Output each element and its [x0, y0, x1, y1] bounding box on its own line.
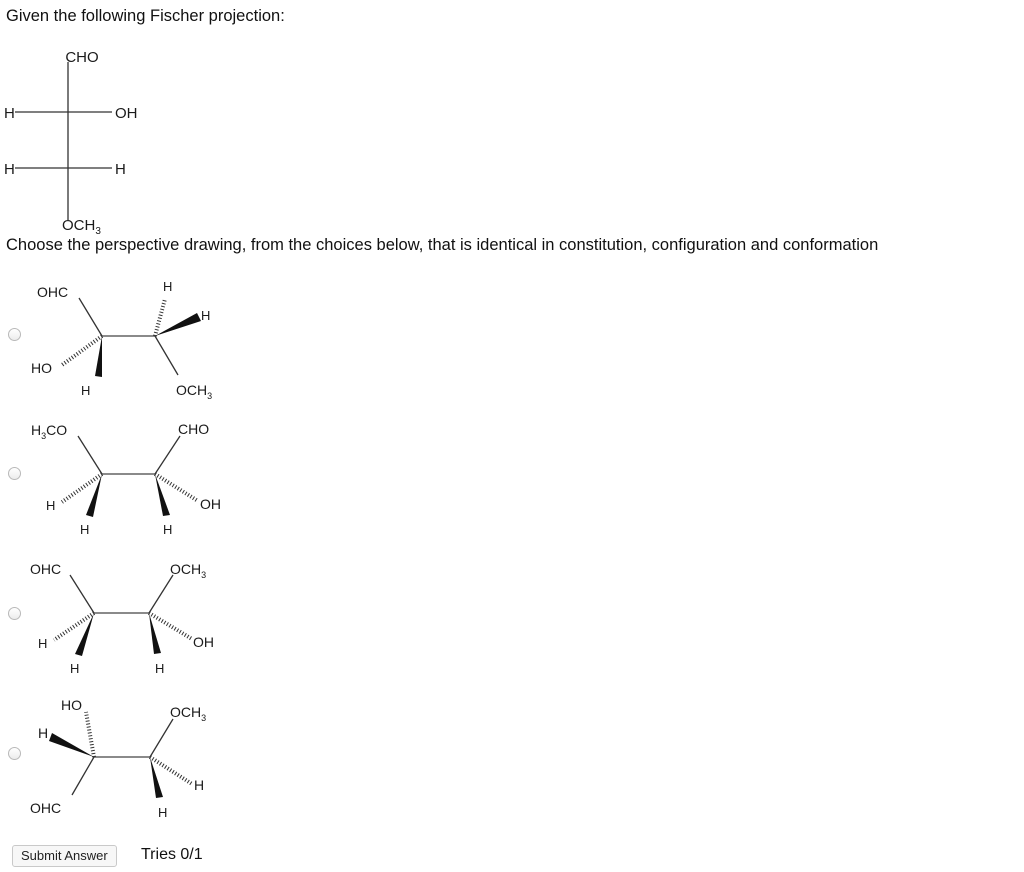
choice-2-right-wedge-label: H	[163, 522, 173, 537]
choice-2-left-hash: H	[46, 498, 56, 513]
question-prompt: Given the following Fischer projection:	[6, 7, 285, 25]
choice-4-left-wedge-label: H	[38, 725, 49, 741]
fischer-bottom-group: $OCH_3$	[62, 217, 101, 237]
choice-1-left-wedge-label: H	[81, 383, 91, 398]
choice-2-left-top: $H_3CO$	[31, 422, 68, 441]
choice-4-drawing	[20, 690, 240, 825]
choice-4-left-wedge	[49, 733, 94, 757]
choice-2-left-wedge-label: H	[80, 522, 90, 537]
fischer-top-group: CHO	[65, 49, 99, 66]
choice-4-right-hash: H	[194, 777, 205, 793]
fischer-row2-right: H	[115, 161, 126, 178]
choice-1-right-wedge	[155, 313, 201, 336]
fischer-row2-left: H	[4, 161, 15, 178]
choice-4-right-wedge-label: H	[158, 805, 168, 820]
choice-4-left-top: HO	[61, 697, 82, 713]
choice-3-right-wedge	[149, 613, 161, 654]
fischer-row1-right: OH	[115, 105, 138, 122]
choice-4-right-top: $OCH_3$	[170, 704, 207, 723]
choice-2-left-wedge	[86, 474, 102, 517]
choice-1-drawing	[20, 272, 240, 407]
choice-1-right-top: H	[163, 279, 173, 294]
choice-1-left-top: OHC	[37, 284, 69, 300]
fischer-row1-left: H	[4, 105, 15, 122]
choice-1-left-hash: HO	[31, 360, 52, 376]
choice-3-right-top: $OCH_3$	[170, 561, 207, 580]
choice-1-right-wedge-label: H	[201, 308, 211, 323]
choice-4-left-bottom: OHC	[30, 800, 62, 816]
choice-3-left-top: OHC	[30, 561, 62, 577]
choice-3-right-hash: OH	[193, 634, 214, 650]
question-instruction: Choose the perspective drawing, from the choices below, that is identical in constitution, configuration and conformation	[6, 236, 879, 254]
tries-counter: Tries 0/1	[141, 846, 203, 863]
choice-3-drawing	[20, 552, 240, 682]
choice-3-left-hash: H	[38, 636, 48, 651]
choice-1-left-wedge	[95, 336, 102, 377]
choice-2-drawing	[20, 412, 240, 542]
submit-answer-button[interactable]: Submit Answer	[12, 845, 117, 867]
choice-3-left-wedge	[75, 613, 94, 656]
choice-2-right-hash: OH	[200, 496, 221, 512]
choice-2-right-top: CHO	[178, 421, 210, 437]
choice-3-right-wedge-label: H	[155, 661, 165, 676]
choice-1-right-bottom: $OCH_3$	[176, 382, 213, 401]
fischer-projection	[0, 40, 170, 235]
choice-3-left-wedge-label: H	[70, 661, 80, 676]
